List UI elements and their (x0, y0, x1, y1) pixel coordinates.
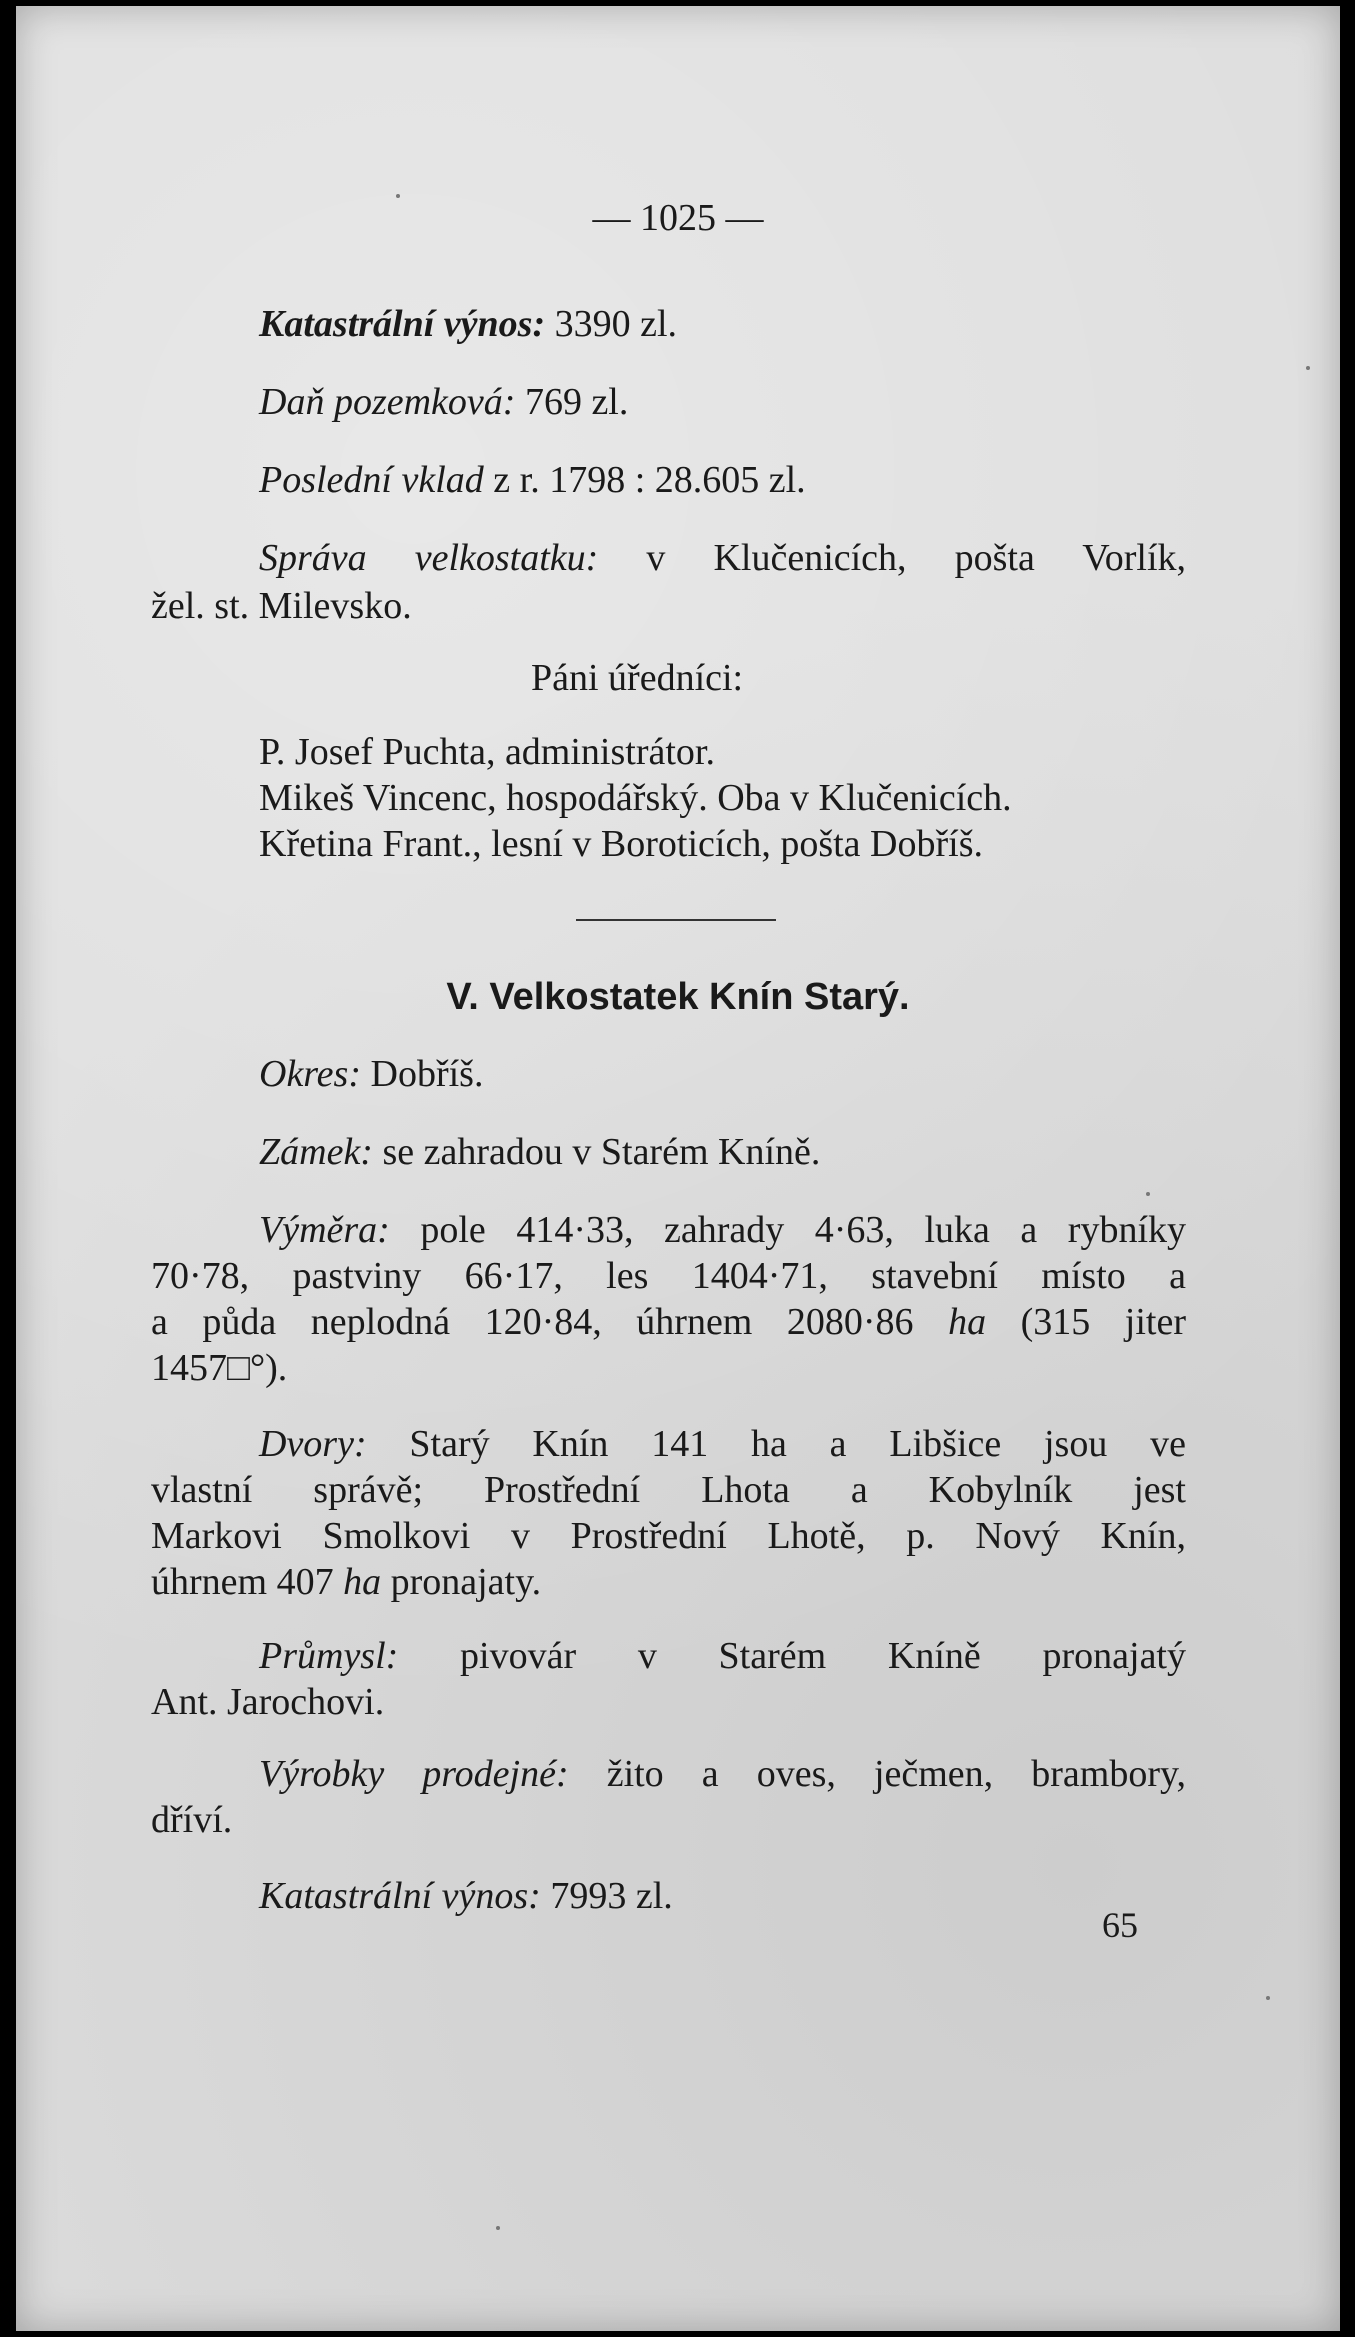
prumysl-label: Průmysl: (259, 1635, 399, 1677)
officials-heading: Páni úředníci: (531, 657, 744, 699)
zamek-label: Zámek: (259, 1131, 373, 1173)
vymera-line-4: 1457□°). (151, 1347, 288, 1389)
paper-speck (1266, 1996, 1270, 2000)
dan-pozemkova-line (259, 380, 628, 424)
page-number: — 1025 — (592, 197, 764, 239)
vymera-line-1 (259, 1208, 1186, 1252)
okres-label: Okres: (259, 1053, 361, 1095)
section-heading: V. Velkostatek Knín Starý. (446, 976, 910, 1018)
vymera-text-3a: a půda neplodná 120·84, úhrnem 2080·86 (151, 1301, 914, 1343)
dan-pozemkova-label: Daň pozemková: (259, 381, 516, 423)
sprava-line-1 (259, 536, 1186, 580)
paper-speck (1306, 366, 1310, 370)
posledni-vklad-value: z r. 1798 : 28.605 zl. (493, 459, 806, 501)
vyrobky-line-2: dříví. (151, 1799, 233, 1841)
official-3: Křetina Frant., lesní v Boroticích, pošta Dobříš. (259, 823, 983, 865)
katastralni-vynos-value: 3390 zl. (554, 303, 678, 345)
vymera-unit-ha: ha (948, 1301, 987, 1343)
dvory-label: Dvory: (259, 1423, 367, 1465)
zamek-line (259, 1130, 820, 1174)
prumysl-text-1: pivovár v Starém Kníně pronajatý (460, 1635, 1186, 1677)
sprava-line-2: žel. st. Milevsko. (151, 585, 412, 627)
katastralni-vynos-2-label: Katastrální výnos: (259, 1875, 541, 1917)
dvory-text-4a: úhrnem 407 (151, 1561, 334, 1603)
posledni-vklad-line (259, 458, 806, 502)
posledni-vklad-label: Poslední vklad (259, 459, 484, 501)
vyrobky-text-1: žito a oves, ječmen, brambory, (606, 1753, 1187, 1795)
vymera-text-1: pole 414·33, zahrady 4·63, luka a rybníky (420, 1209, 1186, 1251)
vymera-line-2: 70·78, pastviny 66·17, les 1404·71, stavební místo a (151, 1255, 1186, 1297)
sprava-label: Správa velkostatku: (259, 537, 599, 579)
official-1: P. Josef Puchta, administrátor. (259, 731, 715, 773)
vymera-line-3 (151, 1300, 1186, 1344)
dvory-unit-ha: ha (343, 1561, 382, 1603)
vymera-text-3b: (315 jiter (1020, 1301, 1186, 1343)
katastralni-vynos-2-value: 7993 zl. (550, 1875, 673, 1917)
signature-number: 65 (1102, 1905, 1138, 1945)
dan-pozemkova-value: 769 zl. (524, 381, 629, 423)
okres-value: Dobříš. (370, 1053, 484, 1095)
katastralni-vynos-line (259, 302, 677, 346)
vyrobky-label: Výrobky prodejné: (259, 1753, 569, 1795)
vyrobky-line-1 (259, 1752, 1186, 1796)
dvory-line-4 (151, 1560, 541, 1604)
dvory-line-3: Markovi Smolkovi v Prostřední Lhotě, p. Nový Knín, (151, 1515, 1186, 1557)
dvory-text-4b: pronajaty. (390, 1561, 542, 1603)
official-2: Mikeš Vincenc, hospodářský. Oba v Klučenicích. (259, 777, 1012, 819)
prumysl-line-1 (259, 1634, 1186, 1678)
vymera-label: Výměra: (259, 1209, 390, 1251)
zamek-value: se zahradou v Starém Kníně. (382, 1131, 821, 1173)
page (16, 6, 1340, 2331)
page-text (16, 6, 1340, 2331)
paper-speck (1146, 1192, 1150, 1196)
dvory-text-1: Starý Knín 141 ha a Libšice jsou ve (409, 1423, 1186, 1465)
dvory-line-1 (259, 1422, 1186, 1466)
paper-speck (496, 2226, 500, 2230)
dvory-line-2: vlastní správě; Prostřední Lhota a Kobylník jest (151, 1469, 1186, 1511)
prumysl-line-2: Ant. Jarochovi. (151, 1681, 385, 1723)
section-divider (576, 919, 776, 921)
sprava-value-1: v Klučenicích, pošta Vorlík, (646, 537, 1187, 579)
okres-line (259, 1052, 483, 1096)
paper-speck (396, 194, 400, 198)
katastralni-vynos-2-line (259, 1874, 673, 1918)
katastralni-vynos-label: Katastrální výnos: (259, 303, 546, 345)
